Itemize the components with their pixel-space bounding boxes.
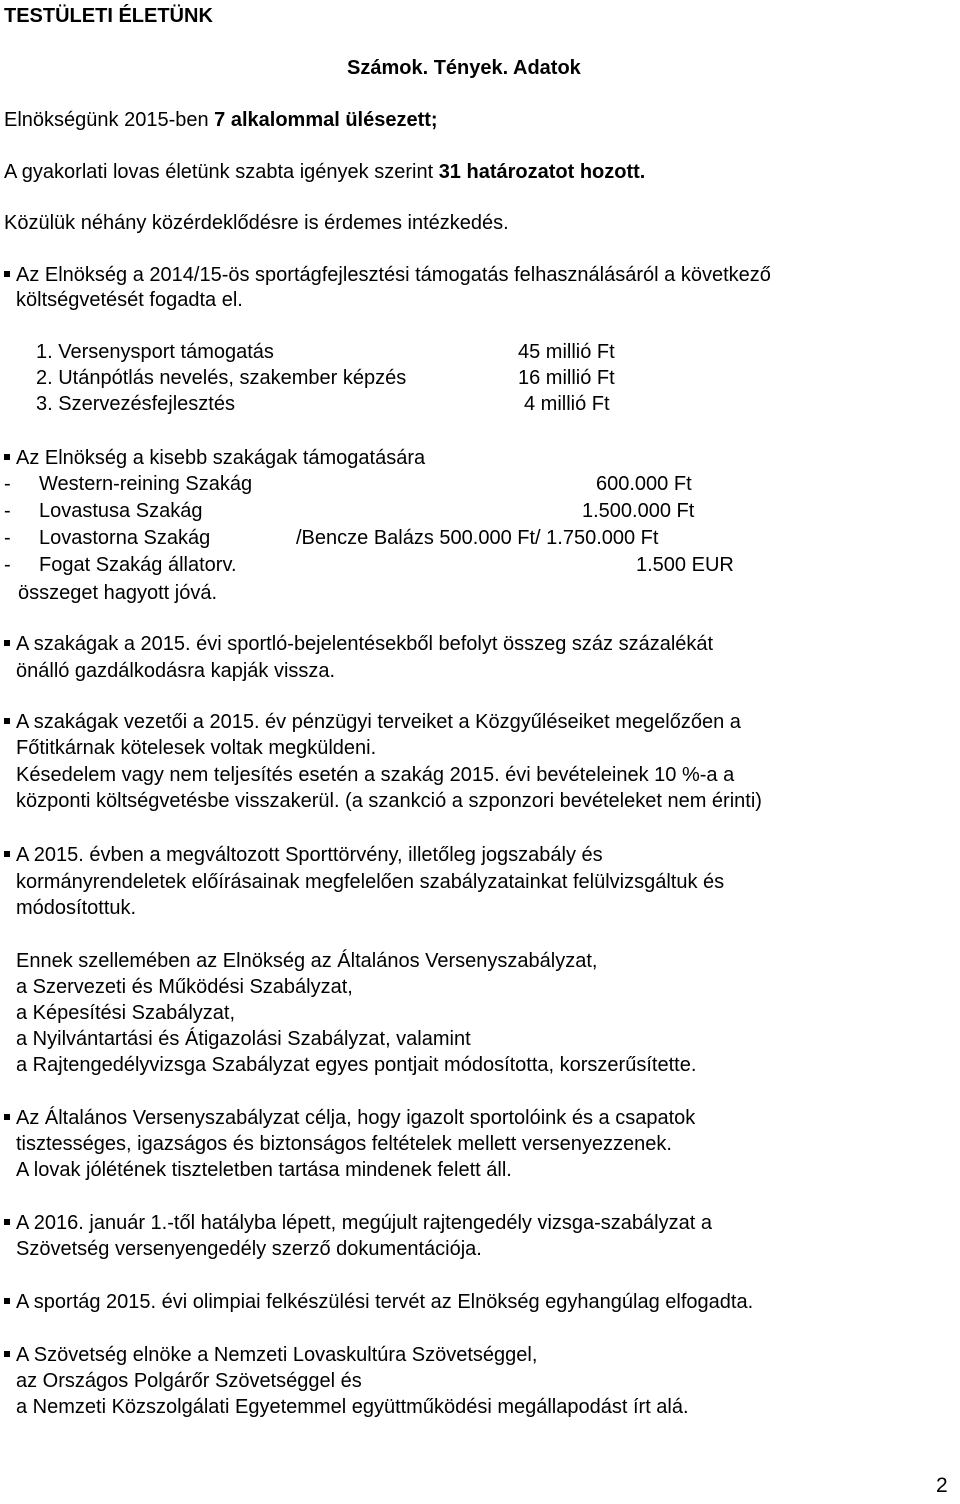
intro-line-2: A gyakorlati lovas életünk szabta igények szerint 31 határozatot hozott. <box>4 161 646 183</box>
paragraph-line: A 2015. évben a megváltozott Sporttörvény, illetőleg jogszabály és <box>16 844 603 866</box>
bullet-icon <box>4 640 10 646</box>
small-branches-intro: Az Elnökség a kisebb szakágak támogatására <box>16 447 426 469</box>
paragraph-line: a Rajtengedélyvizsga Szabályzat egyes pontjait módosította, korszerűsítette. <box>16 1054 697 1076</box>
branch-label: Lovastusa Szakág <box>39 500 203 522</box>
branch-label: Western-reining Szakág <box>39 473 253 495</box>
bullet-icon <box>4 1298 10 1304</box>
paragraph-line: Főtitkárnak kötelesek voltak megküldeni. <box>16 737 377 759</box>
intro-line-1: Elnökségünk 2015-ben 7 alkalommal ülésezett; <box>4 109 438 131</box>
paragraph-line: tisztességes, igazságos és biztonságos feltételek mellett versenyezzenek. <box>16 1133 672 1155</box>
paragraph-line: A szakágak vezetői a 2015. év pénzügyi terveiket a Közgyűléseiket megelőzően a <box>16 711 741 733</box>
budget-intro-line-2: költségvetését fogadta el. <box>16 289 243 311</box>
paragraph-line: központi költségvetésbe visszakerül. (a szankció a szponzori bevételeket nem érinti) <box>16 790 762 812</box>
budget-item-amount: 16 millió Ft <box>518 367 615 389</box>
paragraph-line: módosítottuk. <box>16 897 137 919</box>
paragraph-line: A lovak jólétének tiszteletben tartása mindenek felett áll. <box>16 1159 512 1181</box>
paragraph-line: A szakágak a 2015. évi sportló-bejelentésekből befolyt összeg száz százalékát <box>16 633 714 655</box>
bullet-icon <box>4 1114 10 1120</box>
branch-amount: 1.500.000 Ft <box>582 500 695 522</box>
branch-amount: 1.500 EUR <box>636 554 734 576</box>
dash-marker: - <box>4 473 11 495</box>
bullet-icon <box>4 851 10 857</box>
paragraph-line: A sportág 2015. évi olimpiai felkészülési tervét az Elnökség egyhangúlag elfogadta. <box>16 1291 754 1313</box>
bullet-icon <box>4 454 10 460</box>
intro-line-3: Közülük néhány közérdeklődésre is érdemes intézkedés. <box>4 212 509 234</box>
budget-intro-line-1: Az Elnökség a 2014/15-ös sportágfejlesztési támogatás felhasználásáról a következő <box>16 264 771 286</box>
budget-item-label: 3. Szervezésfejlesztés <box>36 393 235 415</box>
paragraph-line: a Nemzeti Közszolgálati Egyetemmel együttműködési megállapodást írt alá. <box>16 1396 689 1418</box>
branch-label: Lovastorna Szakág <box>39 527 211 549</box>
branch-amount: 600.000 Ft <box>596 473 692 495</box>
dash-marker: - <box>4 527 11 549</box>
paragraph-line: Az Általános Versenyszabályzat célja, hogy igazolt sportolóink és a csapatok <box>16 1107 696 1129</box>
budget-item-label: 2. Utánpótlás nevelés, szakember képzés <box>36 367 407 389</box>
paragraph-line: a Nyilvántartási és Átigazolási Szabályzat, valamint <box>16 1028 471 1050</box>
paragraph-line: Késedelem vagy nem teljesítés esetén a szakág 2015. évi bevételeinek 10 %-a a <box>16 764 735 786</box>
paragraph-line: a Képesítési Szabályzat, <box>16 1002 236 1024</box>
small-branches-outro: összeget hagyott jóvá. <box>18 582 218 604</box>
paragraph-line: Szövetség versenyengedély szerző dokumentációja. <box>16 1238 482 1260</box>
page-subtitle: Számok. Tények. Adatok <box>347 57 581 79</box>
budget-item-amount: 4 millió Ft <box>524 393 610 415</box>
dash-marker: - <box>4 554 11 576</box>
branch-amount: /Bencze Balázs 500.000 Ft/ 1.750.000 Ft <box>296 527 659 549</box>
bullet-icon <box>4 271 10 277</box>
bullet-icon <box>4 718 10 724</box>
paragraph-line: önálló gazdálkodásra kapják vissza. <box>16 660 336 682</box>
paragraph-line: a Szervezeti és Működési Szabályzat, <box>16 976 353 998</box>
paragraph-line: A 2016. január 1.-től hatályba lépett, megújult rajtengedély vizsga-szabályzat a <box>16 1212 712 1234</box>
branch-label: Fogat Szakág állatorv. <box>39 554 237 576</box>
page-title: TESTÜLETI ÉLETÜNK <box>4 5 213 27</box>
paragraph-line: az Országos Polgárőr Szövetséggel és <box>16 1370 362 1392</box>
budget-item-amount: 45 millió Ft <box>518 341 615 363</box>
page-number: 2 <box>936 1474 948 1497</box>
bullet-icon <box>4 1351 10 1357</box>
paragraph-line: kormányrendeletek előírásainak megfelelően szabályzatainkat felülvizsgáltuk és <box>16 871 725 893</box>
dash-marker: - <box>4 500 11 522</box>
budget-item-label: 1. Versenysport támogatás <box>36 341 274 363</box>
paragraph-line: A Szövetség elnöke a Nemzeti Lovaskultúra Szövetséggel, <box>16 1344 538 1366</box>
paragraph-line: Ennek szellemében az Elnökség az Általános Versenyszabályzat, <box>16 950 598 972</box>
bullet-icon <box>4 1219 10 1225</box>
